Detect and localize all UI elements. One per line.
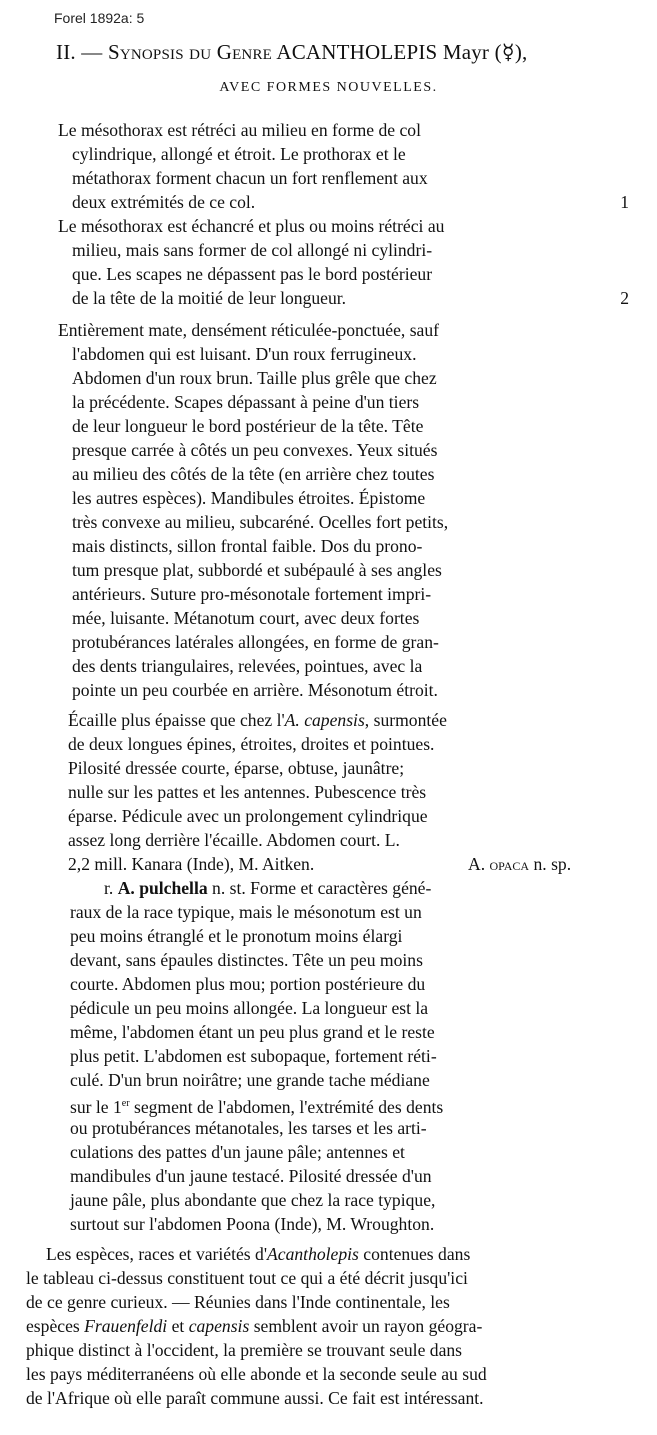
pulchella-line: culé. D'un brun noirâtre; une grande tache médiane [70,1070,430,1090]
section-title [56,40,616,65]
pulchella-line: raux de la race typique, mais le mésonotum est un [70,902,422,922]
title-prefix: II. — [56,40,108,64]
opaca-line: tum presque plat, subbordé et subépaulé à ses angles [72,560,442,580]
key-c2-line: de la tête de la moitié de leur longueur. [72,288,347,308]
opaca-line: antérieurs. Suture pro-mésonotale fortement impri- [72,584,432,604]
opaca2-line: 2,2 mill. Kanara (Inde), M. Aitken. [68,854,315,874]
text-run: sur le 1 [70,1096,122,1117]
species-name: Frauenfeldi [84,1316,168,1336]
key-number: 1 [620,192,629,212]
pulchella-line: pédicule un peu moins allongée. La longueur est la [70,998,429,1018]
species-name: opaca [489,854,530,874]
pulchella-line [70,1092,443,1119]
pulchella-line: ou protubérances métanotales, les tarses et les arti- [70,1118,427,1138]
opaca2-line: de deux longues épines, étroites, droites et pointues. [68,734,435,754]
opaca2-line: éparse. Pédicule avec un prolongement cylindrique [68,806,428,826]
opaca-line: protubérances latérales allongées, en forme de gran- [72,632,439,652]
section-subtitle: AVEC FORMES NOUVELLES. [219,80,438,95]
superscript: er [121,1098,130,1109]
text-run: Écaille plus épaisse que chez l' [68,710,285,730]
opaca-line: presque carrée à côtés un peu convexes. Yeux situés [72,440,438,460]
closing-line: le tableau ci-dessus constituent tout ce qui a été décrit jusqu'ici [26,1268,468,1288]
key-c1-line: métathorax forment chacun un fort renflement aux [72,168,428,188]
text-run: r. [104,878,118,898]
opaca2-line: nulle sur les pattes et les antennes. Pubescence très [68,782,427,802]
text-run: Les espèces, races et variétés d' [46,1244,268,1264]
opaca-line: mée, luisante. Métanotum court, avec deux fortes [72,608,420,628]
text-run: n. st. Forme et caractères géné- [207,878,432,898]
opaca-line: l'abdomen qui est luisant. D'un roux ferrugineux. [72,344,417,364]
opaca-line: Abdomen d'un roux brun. Taille plus grêle que chez [72,368,437,388]
pulchella-line: surtout sur l'abdomen Poona (Inde), M. Wroughton. [70,1214,435,1234]
opaca2-line [68,708,447,732]
opaca-line: très convexe au milieu, subcaréné. Ocelles fort petits, [72,512,449,532]
closing-line: de l'Afrique où elle paraît commune aussi. Ce fait est intéressant. [26,1388,484,1408]
pulchella-line: jaune pâle, plus abondante que chez la race typique, [70,1190,436,1210]
text-run: n. sp. [529,854,572,874]
title-genus: ACANTHOLEPIS Mayr (☿), [272,40,528,64]
text-run: A. [468,854,490,874]
key-c1-line: Le mésothorax est rétréci au milieu en forme de col [58,120,421,140]
opaca-line: la précédente. Scapes dépassant à peine d'un tiers [72,392,420,412]
closing-line: phique distinct à l'occident, la première se trouvant seule dans [26,1340,463,1360]
pulchella-line: culations des pattes d'un jaune pâle; antennes et [70,1142,405,1162]
key-c1-line: deux extrémités de ce col. [72,192,256,212]
closing-line: de ce genre curieux. — Réunies dans l'Inde continentale, les [26,1292,450,1312]
pulchella-line: devant, sans épaules distinctes. Tête un peu moins [70,950,423,970]
text-run: segment de l'abdomen, l'extrémité des dents [129,1096,444,1117]
key-c2-line: Le mésothorax est échancré et plus ou moins rétréci au [58,216,445,236]
opaca-line: pointe un peu courbée en arrière. Mésonotum étroit. [72,680,438,700]
pulchella-line: peu moins étranglé et le pronotum moins élargi [70,926,403,946]
page-reference: Forel 1892a: 5 [54,10,145,26]
opaca-line: des dents triangulaires, relevées, pointues, avec la [72,656,423,676]
pulchella-line: mandibules d'un jaune testacé. Pilosité dressée d'un [70,1166,432,1186]
key-c1-line: cylindrique, allongé et étroit. Le prothorax et le [72,144,406,164]
closing-line [26,1314,482,1338]
opaca2-line: Pilosité dressée courte, éparse, obtuse, jaunâtre; [68,758,405,778]
opaca2-line: assez long derrière l'écaille. Abdomen court. L. [68,830,400,850]
title-words: Synopsis du Genre [107,40,273,64]
key-c2-line: que. Les scapes ne dépassent pas le bord postérieur [72,264,433,284]
genus-name: Acantholepis [267,1244,359,1264]
opaca-line: les autres espèces). Mandibules étroites. Épistome [72,488,426,508]
species-name: A. capensis [284,710,365,730]
species-heading [468,852,571,876]
opaca-line: de leur longueur le bord postérieur de la tête. Tête [72,416,424,436]
opaca-line: Entièrement mate, densément réticulée-ponctuée, sauf [58,320,440,340]
key-c2-line: milieu, mais sans former de col allongé ni cylindri- [72,240,433,260]
pulchella-line: plus petit. L'abdomen est subopaque, fortement réti- [70,1046,437,1066]
closing-line: les pays méditerranéens où elle abonde et la seconde seule au sud [26,1364,487,1384]
text-run: contenues dans [358,1244,471,1264]
pulchella-line: même, l'abdomen étant un peu plus grand et le reste [70,1022,435,1042]
text-run: espèces [26,1316,85,1336]
species-name: capensis [188,1316,250,1336]
race-name: A. pulchella [117,878,208,898]
text-run: et [167,1316,189,1336]
pulchella-line [104,876,431,900]
text-run: , surmontée [364,710,447,730]
pulchella-line: courte. Abdomen plus mou; portion postérieure du [70,974,426,994]
opaca-line: mais distincts, sillon frontal faible. Dos du prono- [72,536,423,556]
key-number: 2 [620,288,629,308]
closing-line [46,1242,470,1266]
text-run: semblent avoir un rayon géogra- [249,1316,483,1336]
opaca-line: au milieu des côtés de la tête (en arrière chez toutes [72,464,435,484]
